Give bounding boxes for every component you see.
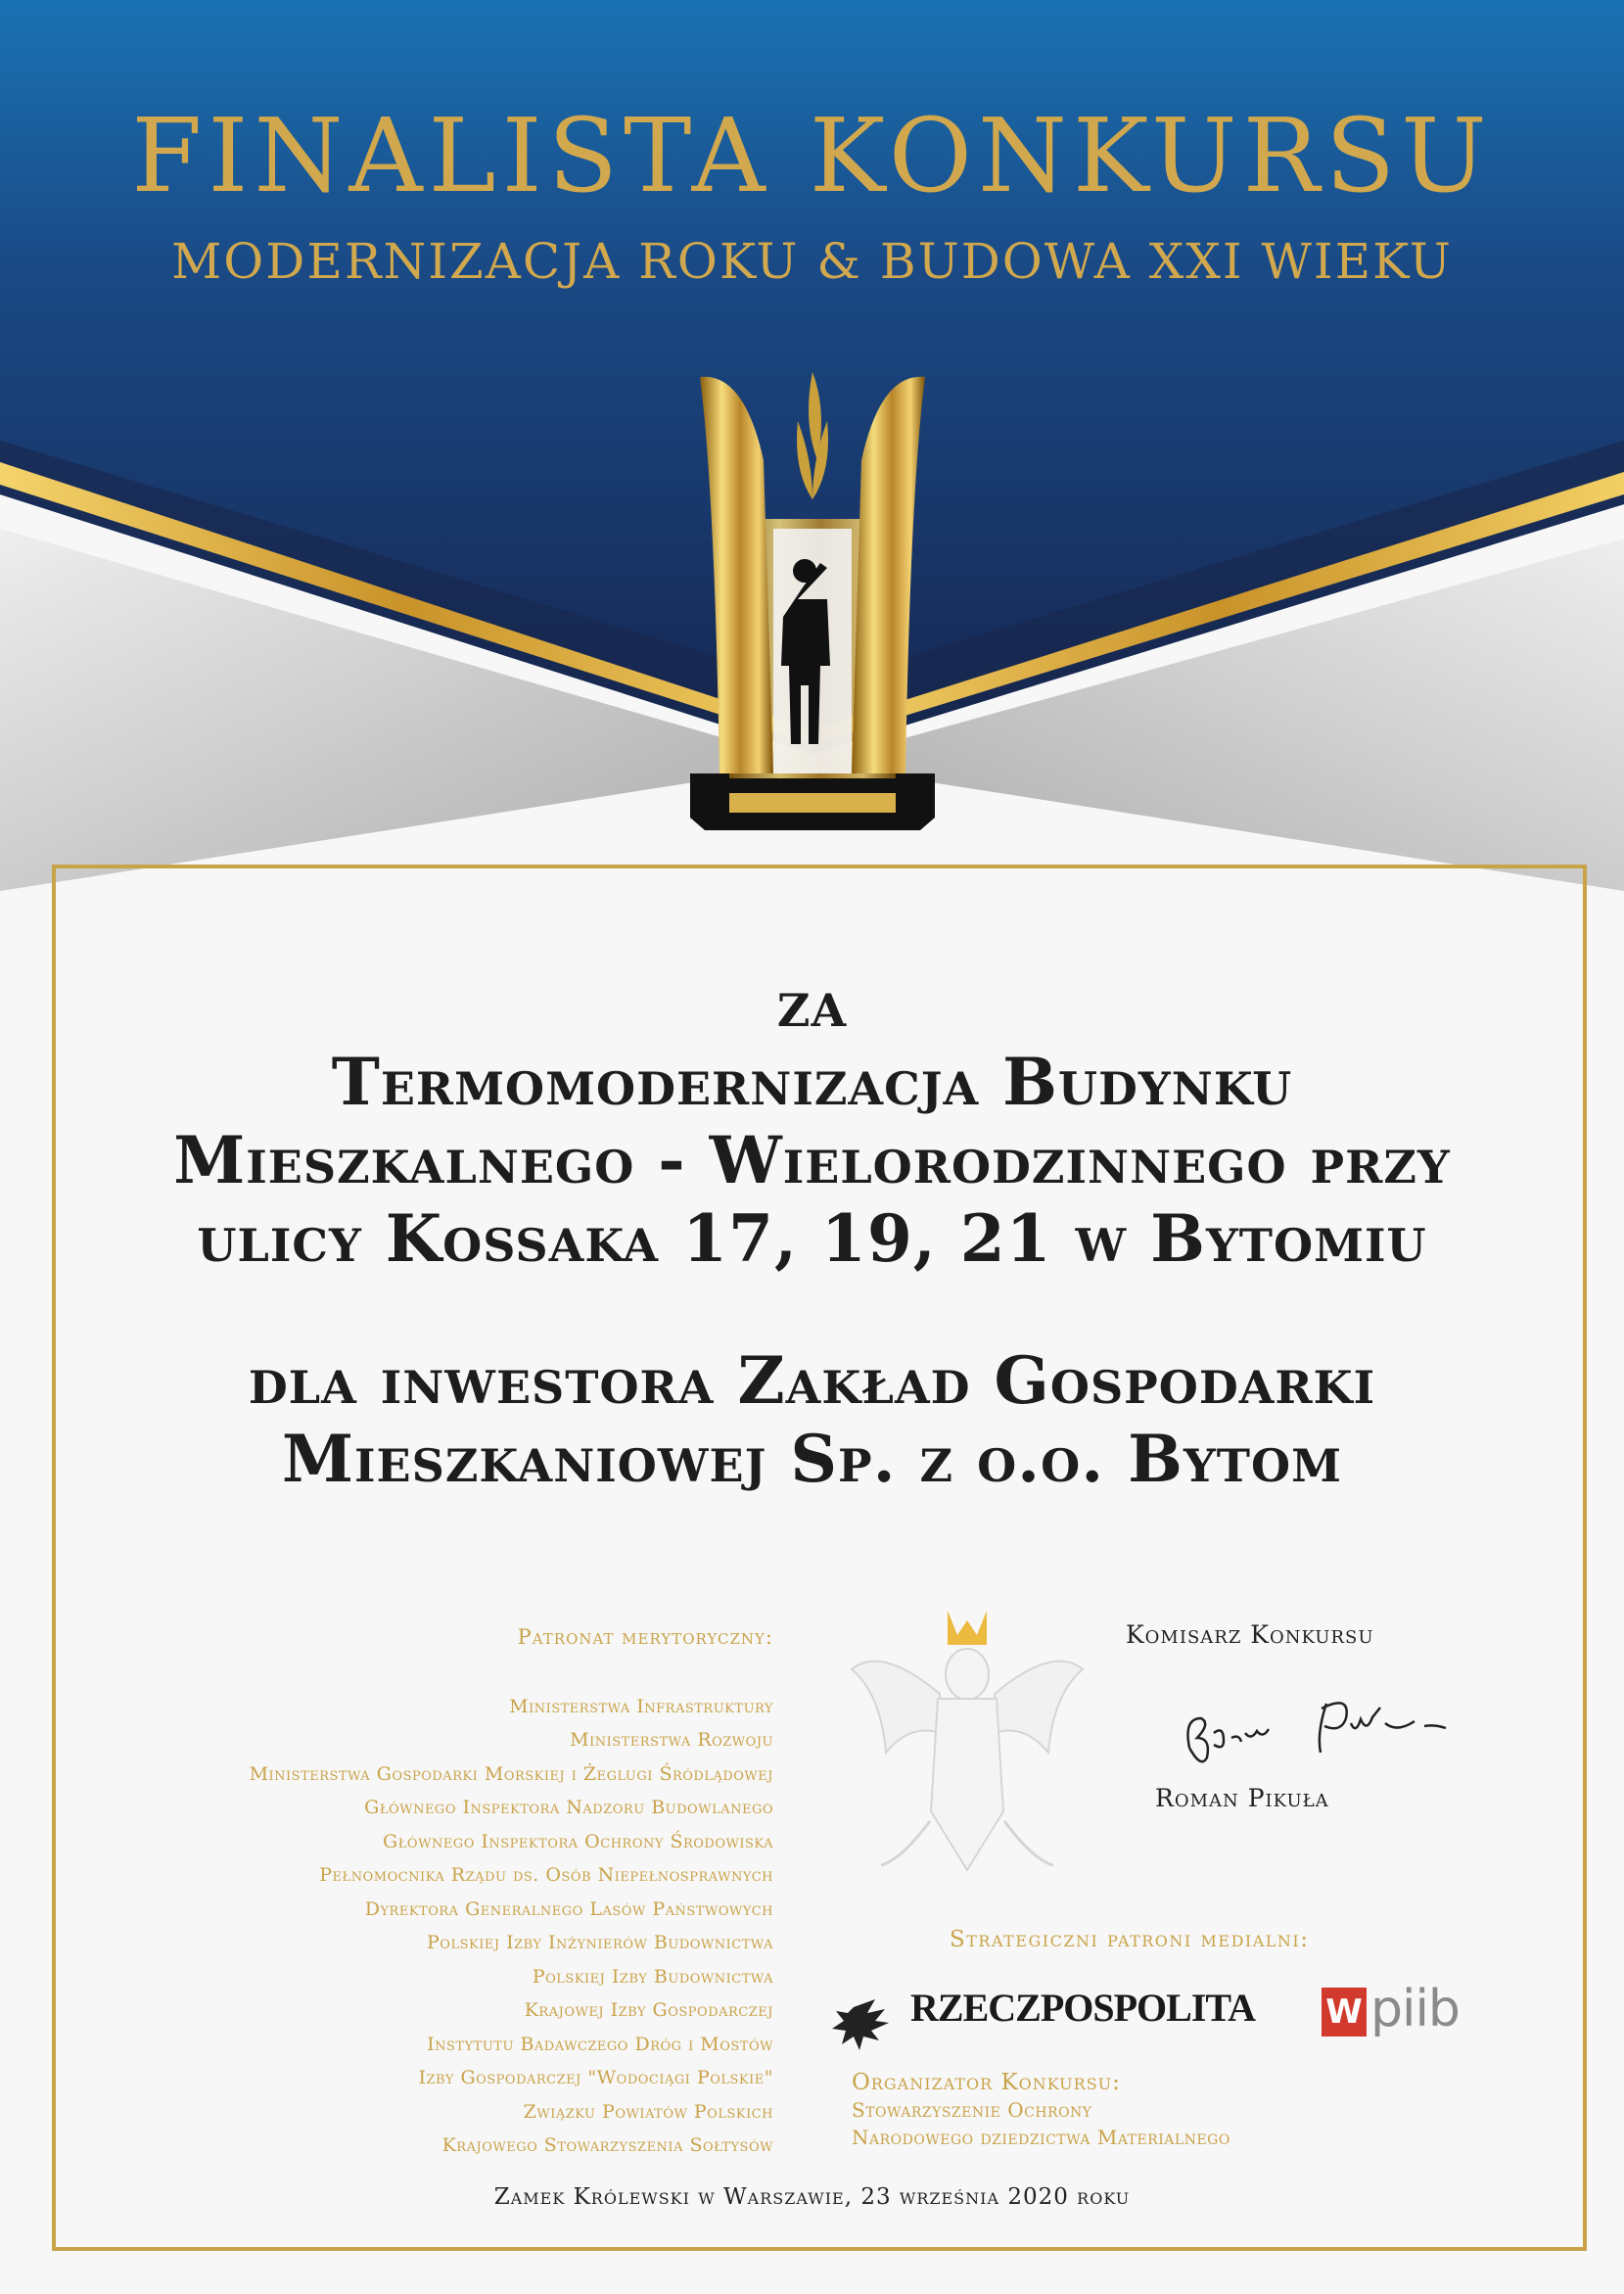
trophy-icon xyxy=(690,372,935,830)
media-heading: Strategiczni patroni medialni: xyxy=(950,1927,1310,1952)
patronat-item: Ministerstwa Gospodarki Morskiej i Żeglugi Śródlądowej xyxy=(249,1762,773,1785)
patronat-item: Głównego Inspektora Ochrony Środowiska xyxy=(383,1830,773,1852)
rzeczpospolita-logo: RZECZPOSPOLITA xyxy=(910,1986,1255,2030)
investor-line: Mieszkaniowej Sp. z o.o. Bytom xyxy=(281,1421,1343,1497)
patronat-item: Izby Gospodarczej "Wodociągi Polskie" xyxy=(418,2067,773,2088)
award-za: za xyxy=(776,965,848,1042)
patronat-list xyxy=(59,1620,773,2163)
page-title: FINALISTA KONKURSU xyxy=(131,96,1493,215)
patronat-heading: Patronat merytoryczny: xyxy=(517,1625,773,1649)
investor-line: dla inwestora Zakład Gospodarki xyxy=(248,1342,1376,1419)
award-text xyxy=(0,964,1624,1498)
patronat-item: Polskiej Izby Budownictwa xyxy=(532,1965,773,1988)
patronat-item: Ministerstwa Rozwoju xyxy=(570,1729,773,1751)
patronat-item: Głównego Inspektora Nadzoru Budowlanego xyxy=(364,1797,773,1818)
organizer-heading: Organizator Konkursu: xyxy=(852,2070,1121,2095)
page-subtitle: MODERNIZACJA ROKU & BUDOWA XXI WIEKU xyxy=(171,233,1453,290)
organizer-line: Stowarzyszenie Ochrony xyxy=(852,2098,1092,2122)
komisarz-title: Komisarz Konkursu xyxy=(1126,1620,1374,1649)
patronat-item: Instytutu Badawczego Dróg i Mostów xyxy=(427,2033,773,2055)
patronat-item: Dyrektora Generalnego Lasów Państwowych xyxy=(364,1897,773,1920)
project-line: ulicy Kossaka 17, 19, 21 w Bytomiu xyxy=(197,1200,1427,1277)
patronat-item: Pełnomocnika Rządu ds. Osób Niepełnosprawnych xyxy=(319,1864,773,1886)
patronat-item: Ministerstwa Infrastruktury xyxy=(509,1695,773,1717)
komisarz-name: Roman Pikuła xyxy=(1155,1784,1329,1812)
patronat-item: Krajowego Stowarzyszenia Sołtysów xyxy=(441,2134,773,2156)
patronat-item: Krajowej Izby Gospodarczej xyxy=(524,1999,773,2021)
footer-text: Zamek Królewski w Warszawie, 23 września 2020 roku xyxy=(493,2184,1131,2210)
piib-logo xyxy=(1322,1980,1468,2062)
project-line: Mieszkalnego - Wielorodzinnego przy xyxy=(173,1122,1451,1198)
patronat-item: Związku Powiatów Polskich xyxy=(523,2100,773,2123)
project-line: Termomodernizacja Budynku xyxy=(331,1044,1293,1120)
organizer-line: Narodowego dziedzictwa Materialnego xyxy=(852,2126,1230,2149)
piib-text: piib xyxy=(1370,1980,1460,2038)
piib-mark: W xyxy=(1322,1988,1367,2037)
patronat-item: Polskiej Izby Inżynierów Budownictwa xyxy=(427,1932,773,1953)
